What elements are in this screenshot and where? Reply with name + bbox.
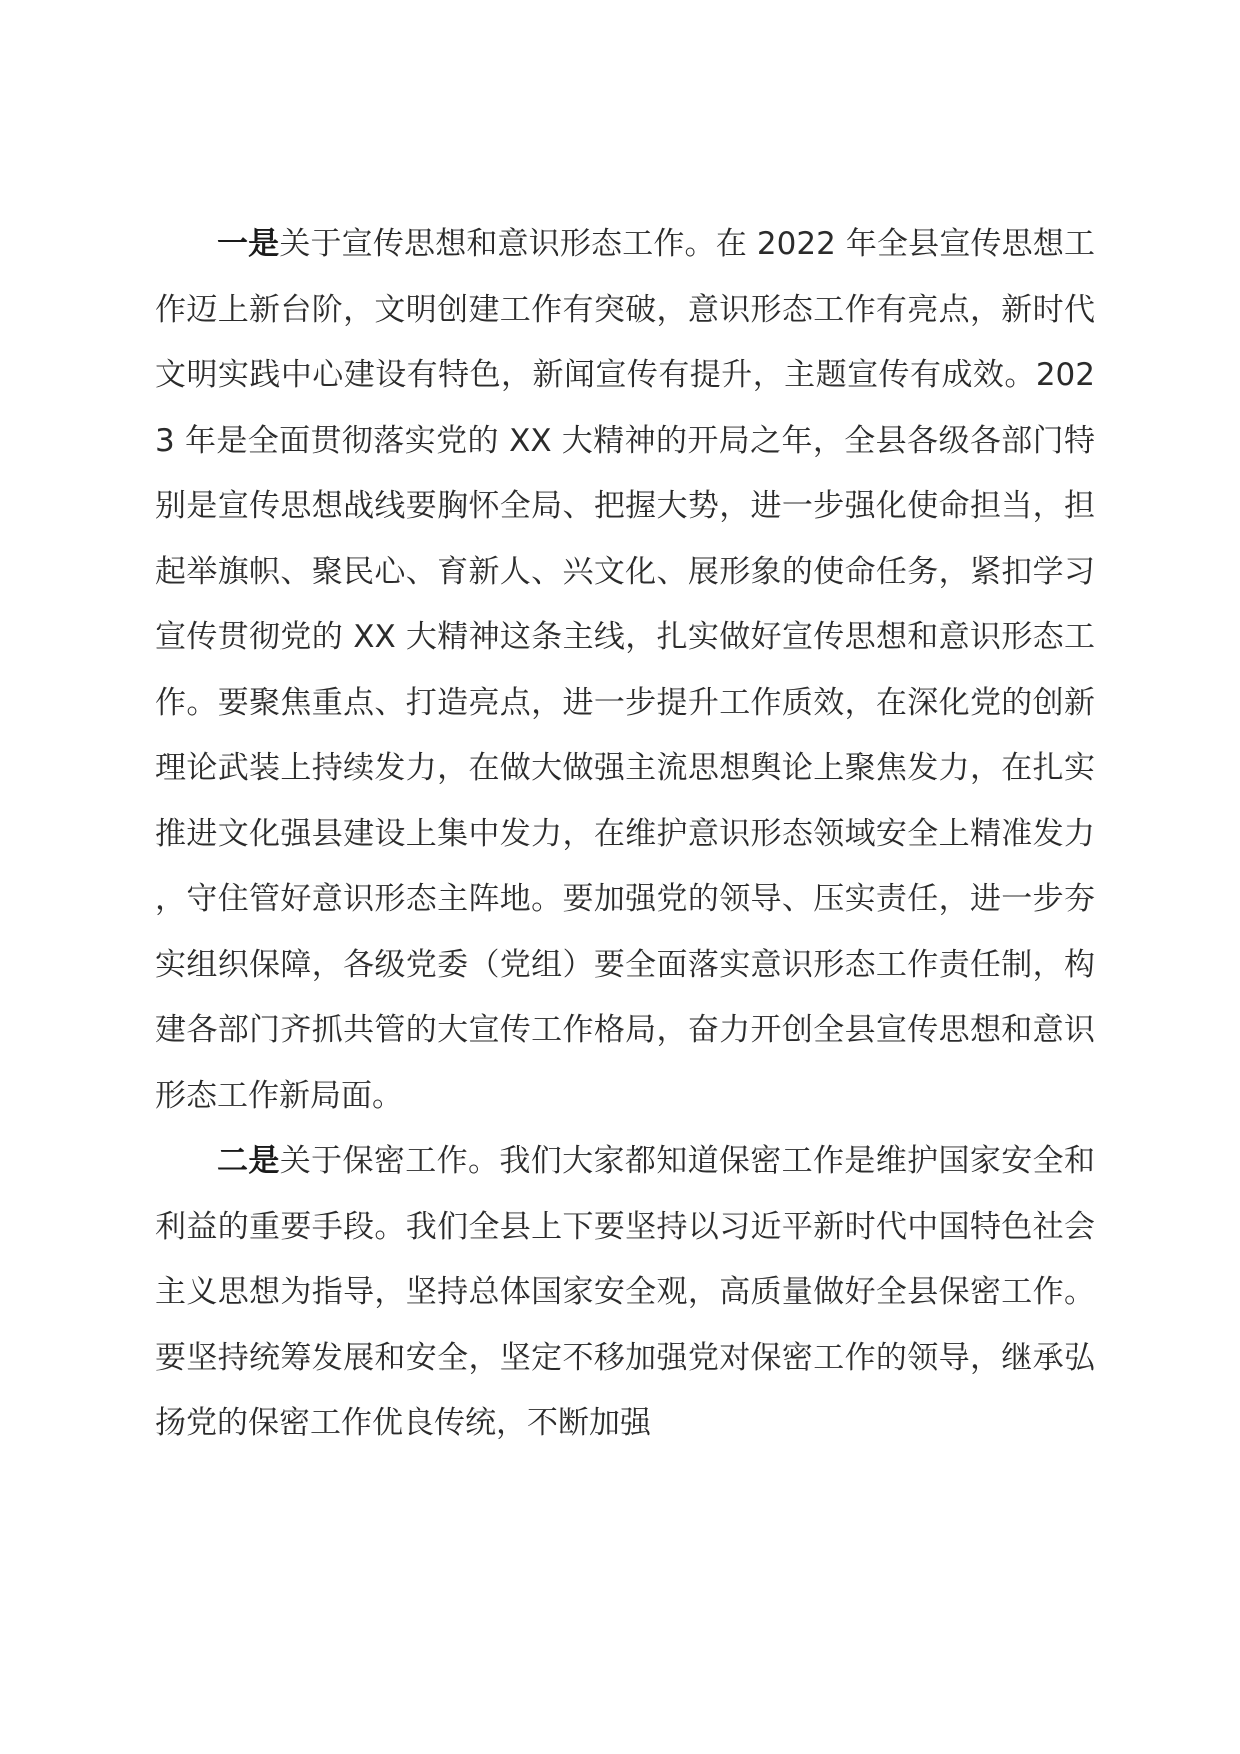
document-body [155, 212, 1095, 1457]
paragraph-lead: 二是 [217, 1143, 280, 1179]
paragraph-text: 关于宣传思想和意识形态工作。在 2022 年全县宣传思想工作迈上新台阶，文明创建工作有突破，意识形态工作有亮点，新时代文明实践中心建设有特色，新闻宣传有提升，主题宣传有成效。2023 年是全面贯彻落实党的 XX 大精神的开局之年，全县各级各部门特别是宣传思想战线要胸怀全局、把握大势，进一步强化使命担当，担起举旗帜、聚民心、育新人、兴文化、展形象的使命任务，紧扣学习宣传贯彻党的 XX 大精神这条主线，扎实做好宣传思想和意识形态工作。要聚焦重点、打造亮点，进一步提升工作质效，在深化党的创新理论武装上持续发力，在做大做强主流思想舆论上聚焦发力，在扎实推进文化强县建设上集中发力，在维护意识形态领域安全上精准发力，守住管好意识形态主阵地。要加强党的领导、压实责任，进一步夯实组织保障，各级党委（党组）要全面落实意识形态工作责任制，构建各部门齐抓共管的大宣传工作格局，奋力开创全县宣传思想和意识形态工作新局面。 [155, 226, 1095, 1114]
paragraph-lead: 一是 [217, 226, 280, 262]
paragraph-text: 关于保密工作。我们大家都知道保密工作是维护国家安全和利益的重要手段。我们全县上下要坚持以习近平新时代中国特色社会主义思想为指导，坚持总体国家安全观，高质量做好全县保密工作。要坚持统筹发展和安全，坚定不移加强党对保密工作的领导，继承弘扬党的保密工作优良传统，不断加强 [155, 1143, 1096, 1441]
paragraph-propaganda [155, 212, 1095, 1129]
paragraph-confidentiality [155, 1129, 1095, 1457]
